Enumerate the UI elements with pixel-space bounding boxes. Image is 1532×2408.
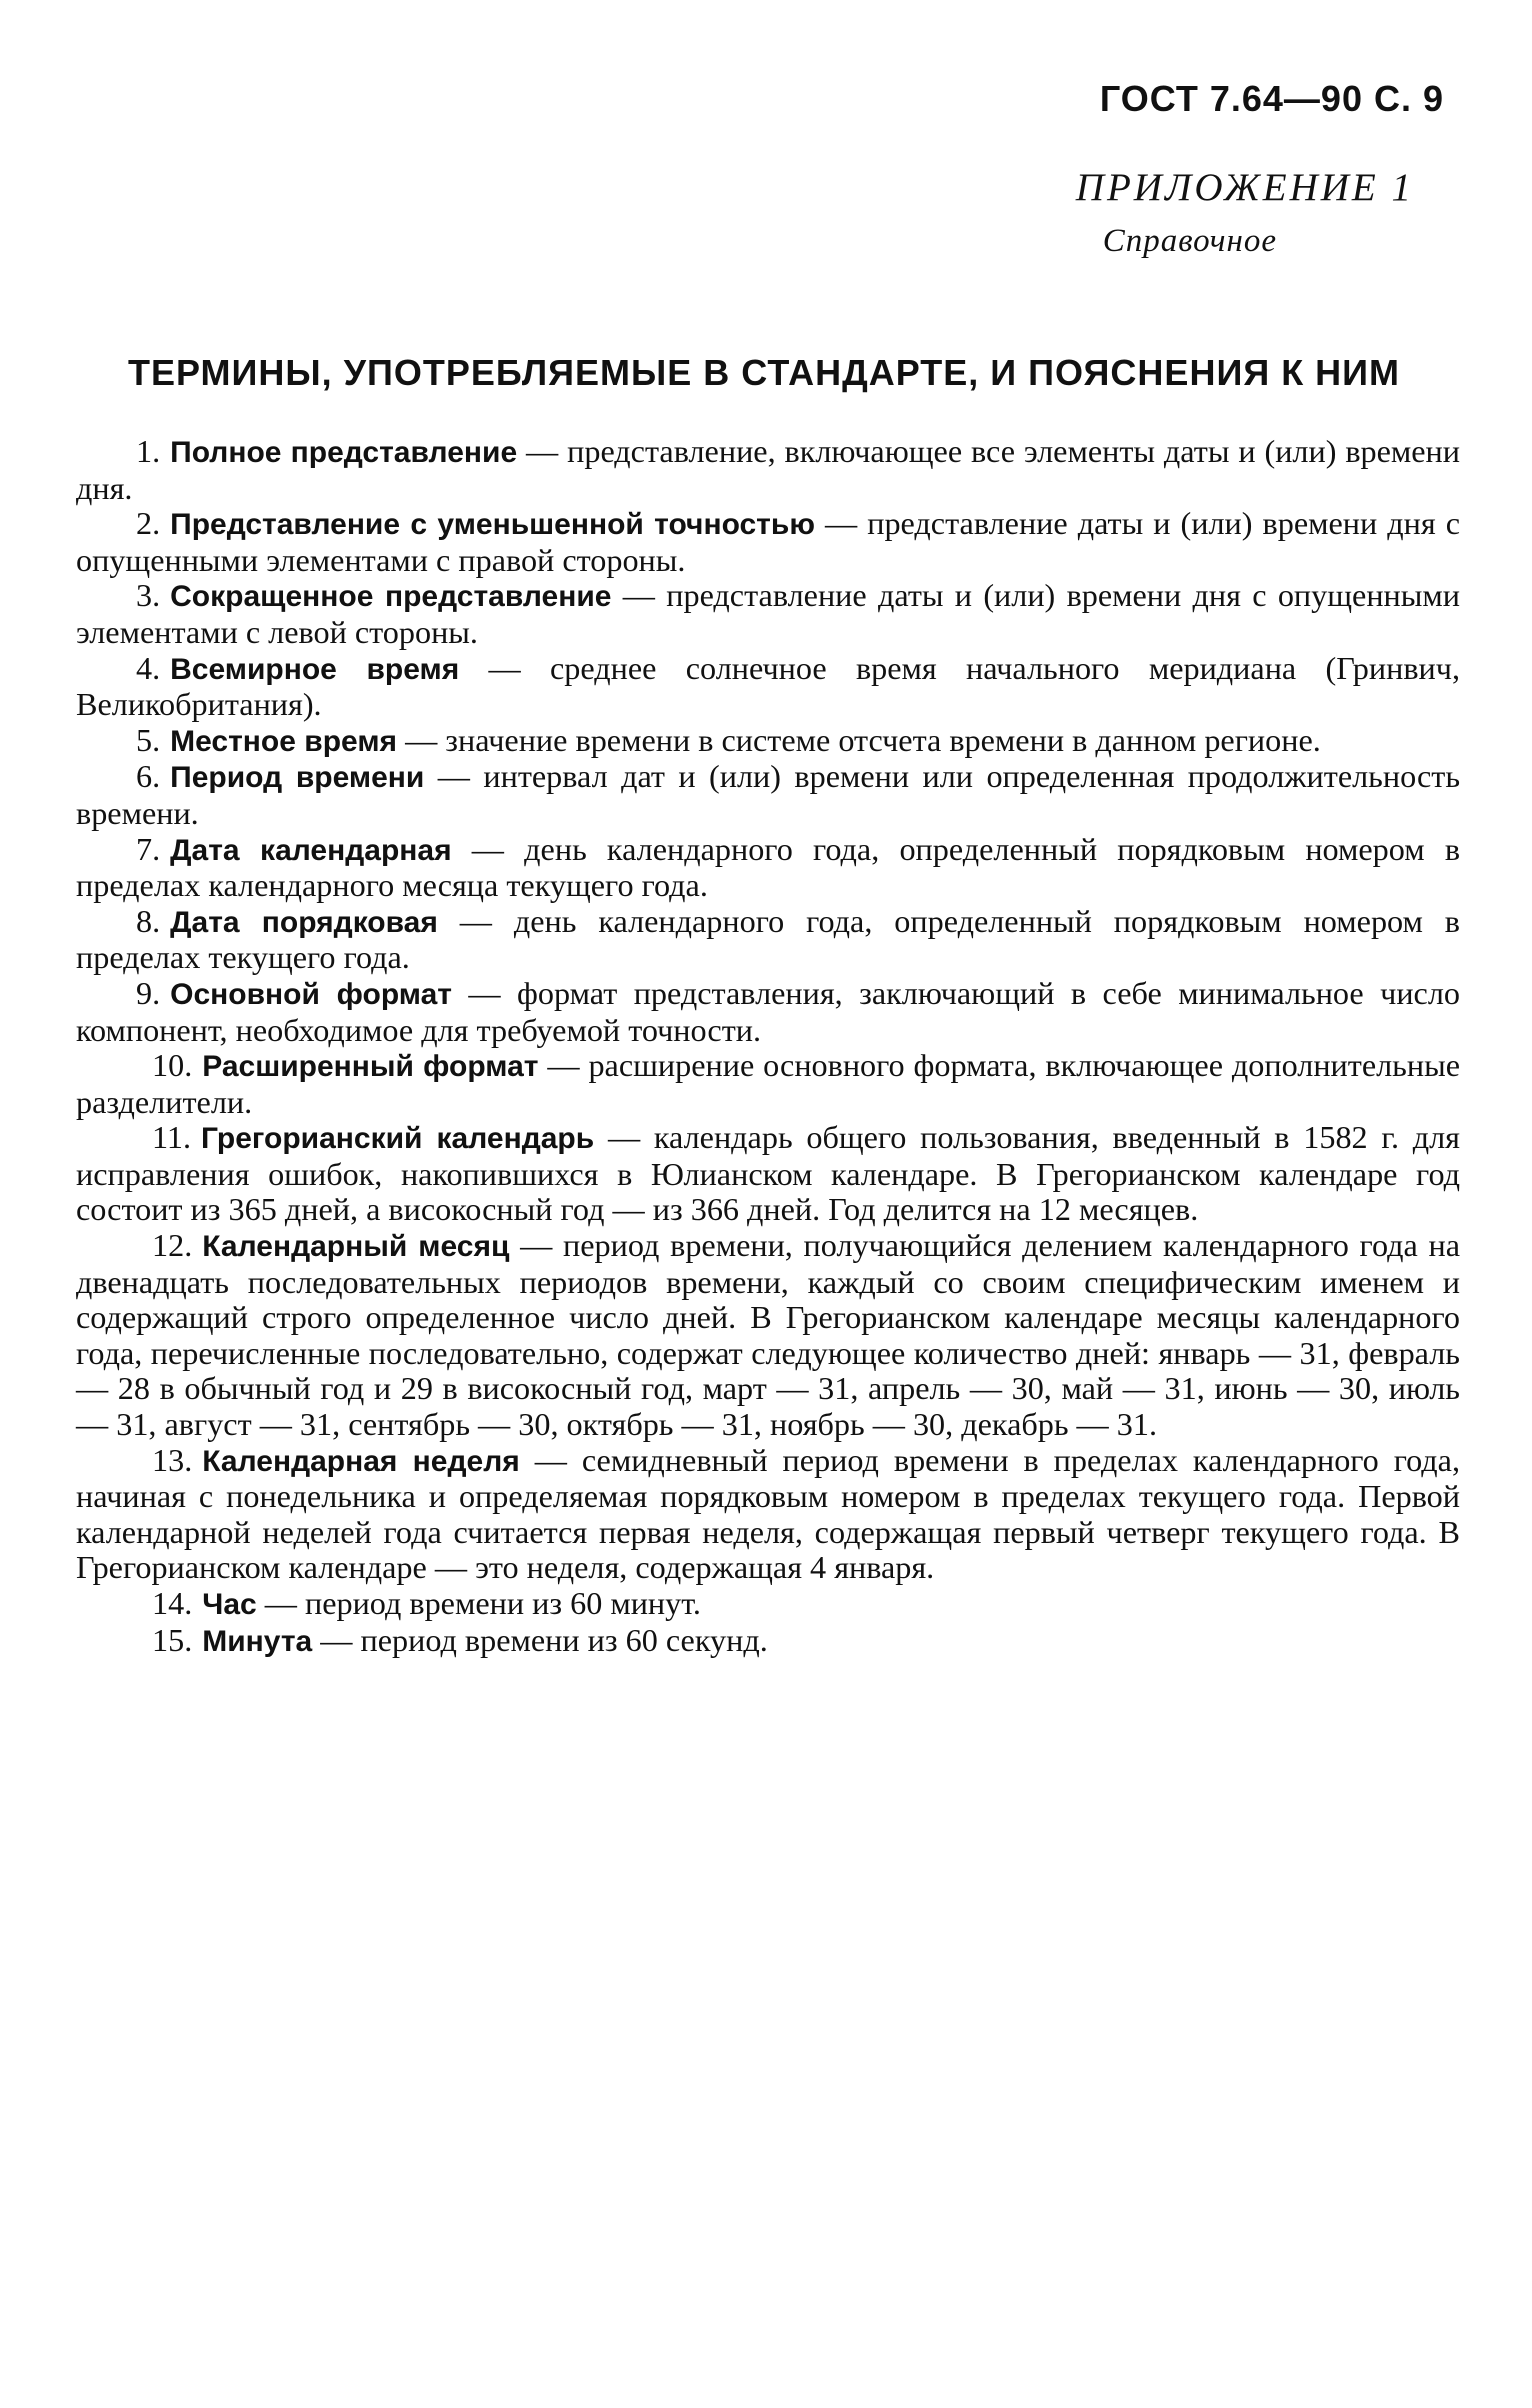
term-name: Период времени	[170, 761, 425, 795]
term-name: Минута	[202, 1624, 313, 1658]
term-item	[76, 1228, 1460, 1443]
term-item	[76, 1623, 1460, 1660]
section-title: ТЕРМИНЫ, УПОТРЕБЛЯЕМЫЕ В СТАНДАРТЕ, И ПОЯСНЕНИЯ К НИМ	[127, 352, 1401, 393]
term-number: 15.	[152, 1621, 193, 1658]
term-name: Дата календарная	[170, 833, 452, 867]
term-number: 7.	[136, 830, 161, 867]
term-definition: — период времени из 60 минут.	[264, 1585, 701, 1621]
terms-list	[76, 434, 1460, 1659]
running-header: ГОСТ 7.64—90 С. 9	[1099, 78, 1444, 119]
term-item	[76, 1586, 1460, 1623]
term-item	[76, 1443, 1460, 1586]
term-number: 10.	[152, 1047, 193, 1084]
appendix-note: Справочное	[1102, 223, 1277, 259]
term-definition: — представление даты и (или) времени дня с опущенными элементами с правой стороны.	[76, 505, 1460, 578]
term-item	[76, 434, 1460, 506]
term-item	[76, 904, 1460, 976]
term-name: Расширенный формат	[202, 1050, 539, 1084]
term-definition: — интервал дат и (или) времени или определенная продолжительность времени.	[76, 758, 1460, 831]
term-name: Местное время	[170, 724, 398, 758]
term-name: Полное представление	[170, 436, 518, 469]
term-definition: — расширение основного формата, включающее дополнительные разделители.	[76, 1047, 1460, 1120]
term-name: Представление с уменьшенной точностью	[170, 508, 815, 542]
term-number: 9.	[136, 974, 161, 1011]
term-number: 1.	[136, 433, 161, 469]
term-name: Календарный месяц	[202, 1230, 510, 1264]
term-definition: — период времени, получающийся делением календарного года на двенадцать последовательных периодов времени, каждый со своим специфическим именем и содержащий строго определенное число дней. В Грегорианском календаре месяцы календарного года, перечисленные последовательно, содержат следующее количество дней: январь — 31, февраль — 28 в обычный год и 29 в високосный год, март — 31, апрель — 30, май — 31, июнь — 30, июль — 31, август — 31, сентябрь — 30, октябрь — 31, ноябрь — 30, декабрь — 31.	[76, 1227, 1461, 1443]
term-name: Час	[202, 1588, 257, 1621]
term-number: 6.	[136, 758, 161, 795]
term-number: 3.	[136, 577, 161, 614]
term-item	[76, 1120, 1460, 1228]
term-definition: — день календарного года, определенный порядковым номером в пределах календарного месяца текущего года.	[76, 830, 1461, 904]
term-item	[76, 832, 1460, 904]
term-item	[76, 578, 1460, 650]
term-number: 8.	[136, 902, 161, 939]
term-definition: — формат представления, заключающий в себе минимальное число компонент, необходимое для требуемой точности.	[76, 974, 1460, 1048]
term-definition: — календарь общего пользования, введенный в 1582 г. для исправления ошибок, накопившихся в Юлианском календаре. В Грегорианском календаре год состоит из 365 дней, а високосный год — из 366 дней. Год делится на 12 месяцев.	[76, 1119, 1460, 1228]
term-number: 14.	[152, 1585, 193, 1621]
term-definition: — семидневный период времени в пределах календарного года, начиная с понедельника и определяемая порядковым номером в пределах текущего года. Первой календарной неделей года считается первая неделя, содержащая первый четверг текущего года. В Грегорианском календаре — это неделя, содержащая 4 января.	[76, 1441, 1461, 1586]
term-item	[76, 759, 1460, 831]
term-name: Сокращенное представление	[170, 580, 612, 614]
term-item	[76, 976, 1460, 1048]
term-number: 2.	[136, 505, 161, 542]
term-definition: — среднее солнечное время начального меридиана (Гринвич, Великобритания).	[76, 649, 1461, 723]
term-name: Основной формат	[170, 977, 452, 1011]
term-definition: — представление, включающее все элементы даты и (или) времени дня.	[76, 433, 1460, 506]
appendix-label: ПРИЛОЖЕНИЕ 1	[1075, 166, 1414, 209]
term-definition: — день календарного года, определенный порядковым номером в пределах текущего года.	[76, 902, 1460, 976]
term-name: Дата порядковая	[170, 905, 438, 939]
term-number: 12.	[152, 1227, 193, 1264]
term-item	[76, 651, 1460, 723]
term-definition: — значение времени в системе отсчета времени в данном регионе.	[405, 721, 1321, 758]
term-number: 4.	[136, 649, 161, 686]
term-name: Всемирное время	[170, 652, 460, 686]
term-number: 11.	[152, 1119, 192, 1156]
term-name: Календарная неделя	[202, 1444, 520, 1478]
term-number: 13.	[152, 1441, 193, 1478]
term-item	[76, 506, 1460, 578]
term-definition: — период времени из 60 секунд.	[320, 1621, 768, 1658]
term-name: Грегорианский календарь	[201, 1122, 595, 1156]
term-definition: — представление даты и (или) времени дня с опущенными элементами с левой стороны.	[76, 577, 1460, 650]
term-item	[76, 1048, 1460, 1120]
term-item	[76, 723, 1460, 760]
term-number: 5.	[136, 721, 161, 758]
